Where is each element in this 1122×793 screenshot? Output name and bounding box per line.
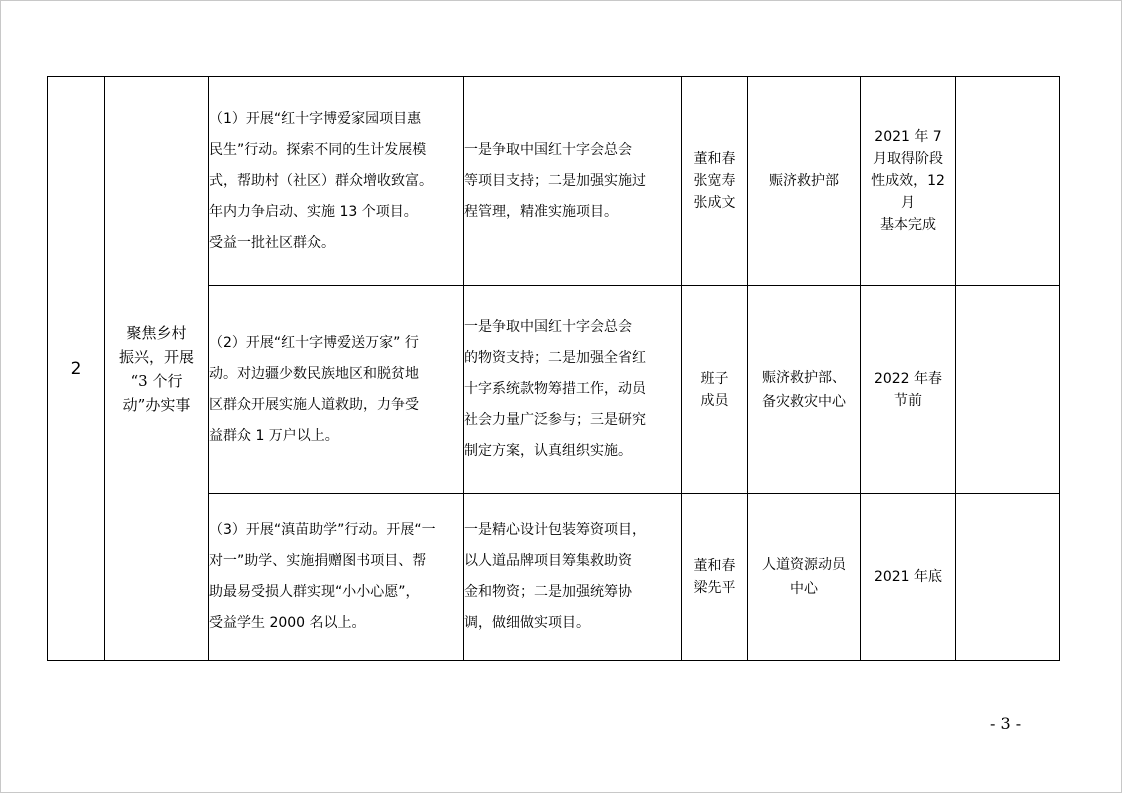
note-cell [956, 494, 1060, 661]
measure-line: 等项目支持；二是加强实施过 [464, 172, 646, 189]
task-line: 式，帮助村（社区）群众增收致富。 [209, 172, 433, 189]
page-number: - 3 - [990, 714, 1022, 733]
measures-cell [464, 77, 682, 286]
department-line: 人道资源动员 [762, 557, 846, 573]
leader-name: 梁先平 [693, 580, 736, 596]
task-line: （2）开展“红十字博爱送万家” 行 [209, 334, 419, 351]
task-line: 受益一批社区群众。 [209, 234, 335, 251]
department-line: 中心 [790, 581, 818, 597]
deadline-cell [861, 494, 956, 661]
leader-name: 董和春 [693, 151, 736, 167]
measure-line: 一是争取中国红十字会总会 [464, 141, 632, 158]
department-line: 赈济救护部、 [762, 369, 846, 386]
task-table [47, 76, 1060, 661]
department-cell [748, 286, 861, 494]
measure-line: 程管理，精准实施项目。 [464, 203, 618, 220]
measures-cell [464, 494, 682, 661]
category-line: “3 个行 [130, 371, 183, 390]
deadline-line: 节前 [894, 392, 922, 409]
measure-line: 以人道品牌项目筹集救助资 [464, 553, 632, 569]
deadline-line: 基本完成 [880, 217, 936, 233]
category-cell [105, 77, 209, 661]
measure-line: 十字系统款物筹措工作，动员 [464, 381, 646, 397]
leaders-cell [682, 286, 748, 494]
deadline-line: 月取得阶段 [873, 151, 943, 167]
task-cell [209, 286, 464, 494]
task-line: 受益学生 2000 名以上。 [209, 615, 366, 631]
task-line: （3）开展“滇苗助学”行动。开展“一 [209, 522, 436, 538]
leaders-cell [682, 77, 748, 286]
measure-line: 一是精心设计包装筹资项目， [464, 522, 646, 538]
measures-cell [464, 286, 682, 494]
deadline-line: 2021 年 7 [874, 129, 942, 145]
task-line: 对一”助学、实施捐赠图书项目、帮 [209, 553, 427, 569]
department-line: 备灾救灾中心 [762, 393, 846, 410]
task-line: （1）开展“红十字博爱家园项目惠 [209, 110, 422, 127]
task-line: 益群众 1 万户以上。 [209, 427, 339, 444]
category-line: 振兴，开展 [118, 347, 194, 366]
deadline-line: 性成效，12 [871, 173, 945, 189]
deadline-cell [861, 286, 956, 494]
department-cell [748, 77, 861, 286]
note-cell [956, 77, 1060, 286]
row-number: 2 [48, 77, 105, 661]
task-line: 年内力争启动、实施 13 个项目。 [209, 203, 418, 220]
category-line: 动”办实事 [122, 395, 191, 414]
measure-line: 的物资支持；二是加强全省红 [464, 350, 646, 366]
measure-line: 金和物资；二是加强统筹协 [464, 584, 632, 600]
task-line: 区群众开展实施人道救助，力争受 [209, 396, 419, 413]
measure-line: 社会力量广泛参与；三是研究 [464, 412, 646, 428]
measure-line: 一是争取中国红十字会总会 [464, 319, 632, 335]
task-line: 助最易受损人群实现“小小心愿”， [209, 584, 420, 600]
category-line: 聚焦乡村 [126, 323, 187, 342]
task-cell [209, 77, 464, 286]
leader-name: 董和春 [693, 558, 736, 574]
table-row [48, 77, 1060, 286]
task-cell [209, 494, 464, 661]
measure-line: 制定方案，认真组织实施。 [464, 443, 632, 459]
note-cell [956, 286, 1060, 494]
deadline-line: 2022 年春 [873, 370, 943, 387]
department-line: 赈济救护部 [769, 173, 839, 189]
deadline-cell [861, 77, 956, 286]
deadline-line: 2021 年底 [873, 569, 943, 585]
leader-name: 班子 [700, 370, 729, 387]
leader-name: 成员 [700, 392, 729, 409]
leader-name: 张宽寿 [693, 173, 736, 189]
task-line: 动。对边疆少数民族地区和脱贫地 [209, 365, 419, 382]
deadline-line: 月 [901, 195, 915, 211]
leaders-cell [682, 494, 748, 661]
department-cell [748, 494, 861, 661]
leader-name: 张成文 [693, 195, 736, 211]
measure-line: 调，做细做实项目。 [464, 615, 590, 631]
task-line: 民生”行动。探索不同的生计发展模 [209, 141, 427, 158]
